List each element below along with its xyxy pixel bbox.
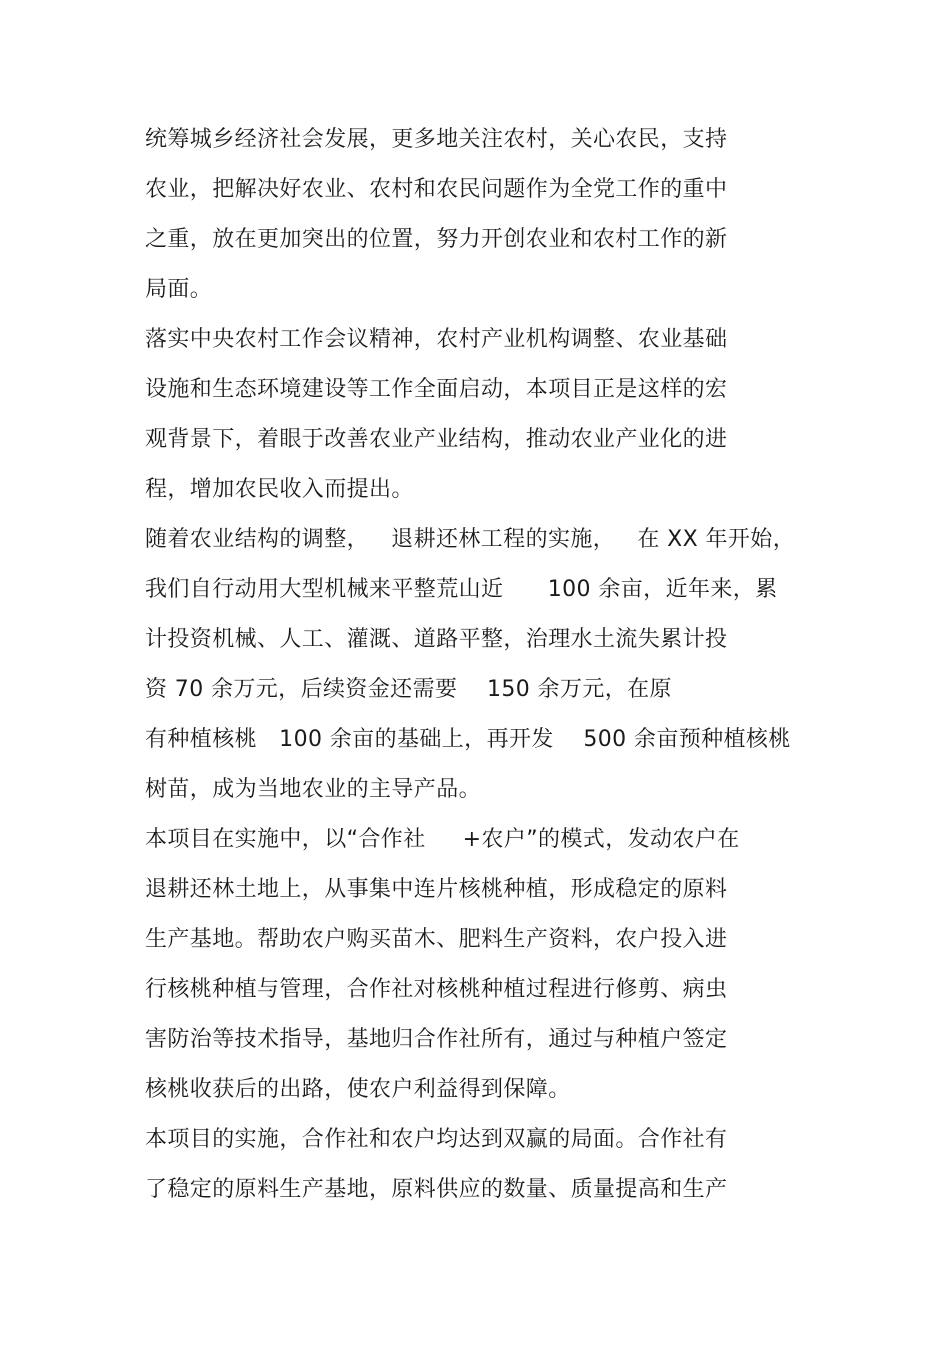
text-line: 程，增加农民收入而提出。 <box>145 477 414 502</box>
text-line: 农业，把解决好农业、农村和农民问题作为全党工作的重中 <box>145 177 728 202</box>
text-line: 我们自行动用大型机械来平整荒山近 100 余亩，近年来，累 <box>145 577 778 602</box>
text-line: 之重，放在更加突出的位置，努力开创农业和农村工作的新 <box>145 227 728 252</box>
text-line: 行核桃种植与管理，合作社对核桃种植过程进行修剪、病虫 <box>145 977 728 1002</box>
text-line: 退耕还林土地上，从事集中连片核桃种植，形成稳定的原料 <box>145 877 728 902</box>
text-line: 害防治等技术指导，基地归合作社所有，通过与种植户签定 <box>145 1027 728 1052</box>
paragraph <box>145 320 805 520</box>
paragraph <box>145 520 805 820</box>
text-line: 观背景下，着眼于改善农业产业结构，推动农业产业化的进 <box>145 427 728 452</box>
text-line: 落实中央农村工作会议精神，农村产业机构调整、农业基础 <box>145 327 728 352</box>
text-line: 局面。 <box>145 277 213 302</box>
paragraph <box>145 1120 805 1220</box>
text-line: 生产基地。帮助农户购买苗木、肥料生产资料，农户投入进 <box>145 927 728 952</box>
text-line: 有种植核桃 100 余亩的基础上，再开发 500 余亩预种植核桃 <box>145 727 791 752</box>
body-text <box>145 120 805 1220</box>
text-line: 了稳定的原料生产基地，原料供应的数量、质量提高和生产 <box>145 1177 728 1202</box>
paragraph <box>145 120 805 320</box>
paragraph <box>145 820 805 1120</box>
text-line: 本项目的实施，合作社和农户均达到双赢的局面。合作社有 <box>145 1127 728 1152</box>
text-line: 资 70 余万元，后续资金还需要 150 余万元，在原 <box>145 677 672 702</box>
text-line: 核桃收获后的出路，使农户利益得到保障。 <box>145 1077 571 1102</box>
text-line: 随着农业结构的调整， 退耕还林工程的实施， 在 XX 年开始， <box>145 527 796 552</box>
text-line: 本项目在实施中，以“合作社 +农户”的模式，发动农户在 <box>145 827 740 852</box>
text-line: 树苗，成为当地农业的主导产品。 <box>145 777 482 802</box>
text-line: 统筹城乡经济社会发展，更多地关注农村，关心农民，支持 <box>145 127 728 152</box>
text-line: 设施和生态环境建设等工作全面启动，本项目正是这样的宏 <box>145 377 728 402</box>
text-line: 计投资机械、人工、灌溉、道路平整，治理水土流失累计投 <box>145 627 728 652</box>
